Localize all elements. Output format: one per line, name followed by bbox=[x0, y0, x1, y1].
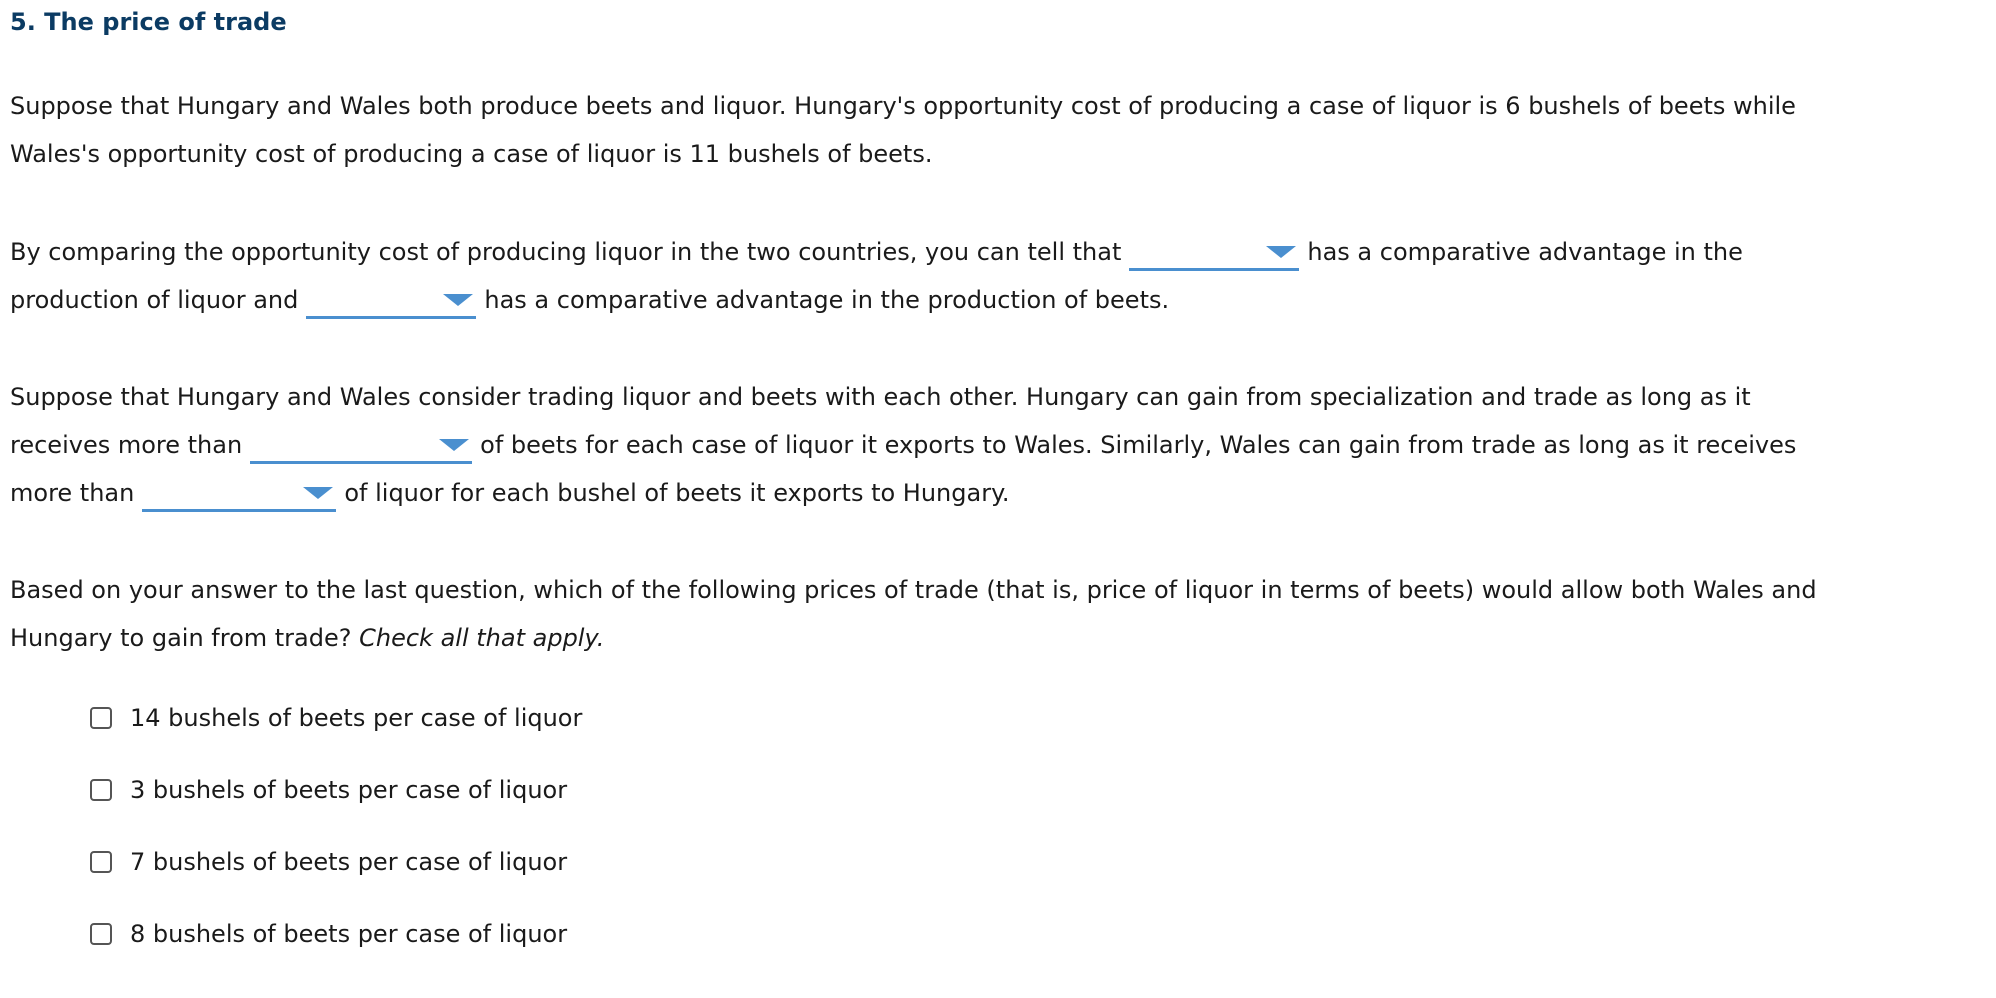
price-option-14[interactable] bbox=[90, 700, 582, 736]
trade-paragraph bbox=[10, 373, 1796, 517]
prices-line-2 bbox=[10, 614, 1817, 662]
intro-line-1: Suppose that Hungary and Wales both produce beets and liquor. Hungary's opportunity cost of producing a case of liquor is 6 bushels of beets while bbox=[10, 92, 1796, 120]
trade-text-3b: of liquor for each bushel of beets it exports to Hungary. bbox=[344, 479, 1010, 507]
price-option-8[interactable] bbox=[90, 916, 582, 952]
trade-line-1: Suppose that Hungary and Wales consider trading liquor and beets with each other. Hungary can gain from specialization and trade as long as it bbox=[10, 383, 1751, 411]
trade-line-2 bbox=[10, 421, 1796, 469]
intro-paragraph bbox=[10, 82, 1796, 178]
trade-text-2a: receives more than bbox=[10, 431, 243, 459]
chevron-down-icon bbox=[1266, 246, 1296, 258]
option-label: 8 bushels of beets per case of liquor bbox=[130, 920, 568, 948]
comparative-line-1 bbox=[10, 228, 1743, 276]
hungary-receives-dropdown[interactable] bbox=[250, 431, 472, 464]
trade-text-3a: more than bbox=[10, 479, 135, 507]
option-label: 3 bushels of beets per case of liquor bbox=[130, 776, 568, 804]
check-all-instruction: Check all that apply. bbox=[359, 624, 605, 652]
trade-text-2b: of beets for each case of liquor it exports to Wales. Similarly, Wales can gain from trade as long as it receives bbox=[480, 431, 1797, 459]
prices-paragraph bbox=[10, 566, 1817, 662]
chevron-down-icon bbox=[439, 439, 469, 451]
price-option-7[interactable] bbox=[90, 844, 582, 880]
comparative-line-2 bbox=[10, 276, 1743, 324]
checkbox[interactable] bbox=[90, 851, 112, 873]
trade-line-3 bbox=[10, 469, 1796, 517]
intro-line-2: Wales's opportunity cost of producing a case of liquor is 11 bushels of beets. bbox=[10, 140, 933, 168]
option-label: 14 bushels of beets per case of liquor bbox=[130, 704, 583, 732]
comparative-text-1a: By comparing the opportunity cost of producing liquor in the two countries, you can tell that bbox=[10, 238, 1122, 266]
checkbox[interactable] bbox=[90, 923, 112, 945]
question-title: 5. The price of trade bbox=[10, 8, 287, 36]
prices-text-2a: Hungary to gain from trade? bbox=[10, 624, 352, 652]
liquor-advantage-dropdown[interactable] bbox=[1129, 238, 1299, 271]
comparative-text-2a: production of liquor and bbox=[10, 286, 299, 314]
comparative-advantage-paragraph bbox=[10, 228, 1743, 324]
checkbox[interactable] bbox=[90, 779, 112, 801]
beets-advantage-dropdown[interactable] bbox=[306, 286, 476, 319]
price-options-list bbox=[90, 700, 582, 988]
price-option-3[interactable] bbox=[90, 772, 582, 808]
option-label: 7 bushels of beets per case of liquor bbox=[130, 848, 568, 876]
chevron-down-icon bbox=[303, 487, 333, 499]
comparative-text-2b: has a comparative advantage in the production of beets. bbox=[484, 286, 1170, 314]
chevron-down-icon bbox=[443, 294, 473, 306]
prices-line-1: Based on your answer to the last question, which of the following prices of trade (that is, price of liquor in terms of beets) would allow both Wales and bbox=[10, 576, 1817, 604]
checkbox[interactable] bbox=[90, 707, 112, 729]
wales-receives-dropdown[interactable] bbox=[142, 479, 336, 512]
comparative-text-1b: has a comparative advantage in the bbox=[1307, 238, 1743, 266]
